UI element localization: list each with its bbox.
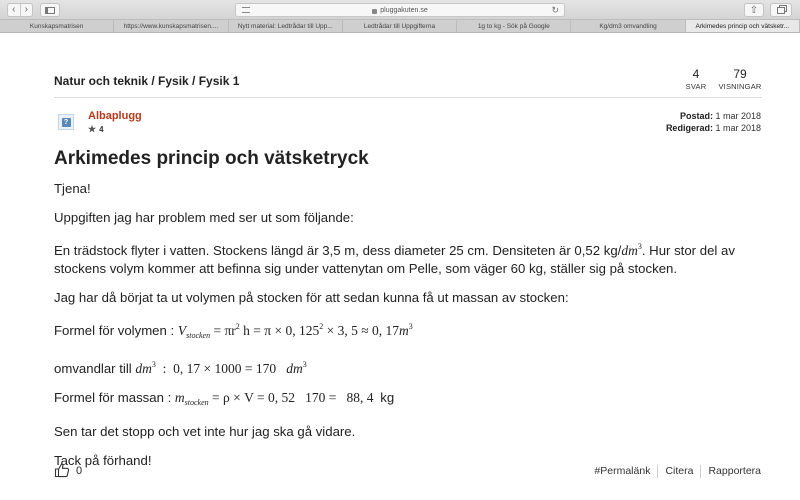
edited-label: Redigerad: <box>665 123 713 133</box>
thumbs-up-icon[interactable] <box>54 462 70 478</box>
answers-count: 4 <box>692 67 700 81</box>
quote-link[interactable]: Citera <box>657 465 700 478</box>
reputation <box>88 124 104 135</box>
volume-formula: Formel för volymen : $V_{stocken} = \pi r^2$ h = π × 0, $125^2 \times 3$, 5 ≈ 0, $17m^3$ <box>54 322 413 340</box>
reload-icon[interactable]: ↻ <box>551 5 559 15</box>
page-content <box>0 34 800 500</box>
stuck-text: Sen tar det stopp och vet inte hur jag ska gå vidare. <box>54 424 356 439</box>
avatar-icon: ? <box>62 118 71 127</box>
permalink-link[interactable]: #Permalänk <box>594 465 651 477</box>
reader-icon[interactable] <box>242 7 250 13</box>
lock-icon <box>372 9 377 14</box>
views-label: VISNINGAR <box>718 82 762 91</box>
thanks-text: Tack på förhand! <box>54 453 152 468</box>
edited-date: 1 mar 2018 <box>715 123 761 133</box>
tab-kunskapsmatrisen-url[interactable]: https://www.kunskapsmatrisen.... <box>114 20 228 32</box>
post-actions <box>594 465 761 478</box>
tab-ledtradar[interactable]: Ledtrådar till Uppgifterna <box>343 20 457 32</box>
star-icon: ★ <box>88 124 97 134</box>
tab-arkimedes[interactable]: Arkimedes princip och vätsketr... <box>686 20 800 32</box>
tab-kg-dm3[interactable]: Kg/dm3 omvandling <box>571 20 685 32</box>
tab-bar <box>0 20 800 33</box>
tab-google-search[interactable]: 1g to kg - Sök på Google <box>457 20 571 32</box>
post-title: Arkimedes princip och vätsketryck <box>54 148 369 169</box>
answers-label: SVAR <box>685 82 707 91</box>
back-icon[interactable]: ‹ <box>12 4 16 15</box>
problem-text: En trädstock flyter i vatten. Stockens längd är 3,5 m, dess diameter 25 cm. Densiteten är 0,52 $kg/dm^3$. Hur stor del av stockens volym kommer att befinna sig under vattenytan om Pelle, som väger 60 kg, ställer sig på stocken. <box>54 242 735 276</box>
nav-buttons <box>7 3 33 17</box>
reputation-count: 4 <box>99 125 104 134</box>
convert-formula: omvandlar till $dm^3$ : 0, 17 × 1000 = 170 $dm^3$ <box>54 360 307 376</box>
post-footer <box>54 462 766 482</box>
post-dates <box>666 110 761 134</box>
approach-text: Jag har då börjat ta ut volymen på stocken för att sedan kunna få ut massan av stocken: <box>54 290 569 305</box>
post-body <box>54 180 766 481</box>
show-tabs-icon[interactable] <box>770 3 792 17</box>
intro: Uppgiften jag har problem med ser ut som följande: <box>54 210 354 225</box>
like-count: 0 <box>76 465 83 477</box>
avatar[interactable] <box>58 114 74 130</box>
sidebar-toggle-icon[interactable] <box>40 3 60 17</box>
posted-date: 1 mar 2018 <box>715 111 761 121</box>
forward-icon[interactable]: › <box>20 4 33 16</box>
author-name[interactable]: Albaplugg <box>88 110 142 122</box>
report-link[interactable]: Rapportera <box>700 465 761 478</box>
browser-toolbar <box>0 0 800 20</box>
views-count: 79 <box>733 67 747 81</box>
views-stat <box>714 67 766 91</box>
url-text: pluggakuten.se <box>380 6 428 14</box>
tab-kunskapsmatrisen[interactable]: Kunskapsmatrisen <box>0 20 114 32</box>
tab-nytt-material[interactable]: Nytt material: Ledtrådar till Upp... <box>229 20 343 32</box>
breadcrumb[interactable]: Natur och teknik / Fysik / Fysik 1 <box>54 74 240 88</box>
posted-label: Postad: <box>679 111 713 121</box>
divider <box>54 97 762 98</box>
answers-stat <box>684 67 708 91</box>
mass-formula: Formel för massan : $m_{stocken} = \rho \times V = 0$, 52 170 = 88, 4 kg <box>54 390 395 407</box>
greeting: Tjena! <box>54 181 91 196</box>
share-icon[interactable]: ⇧ <box>744 3 764 17</box>
address-bar[interactable] <box>235 3 565 17</box>
